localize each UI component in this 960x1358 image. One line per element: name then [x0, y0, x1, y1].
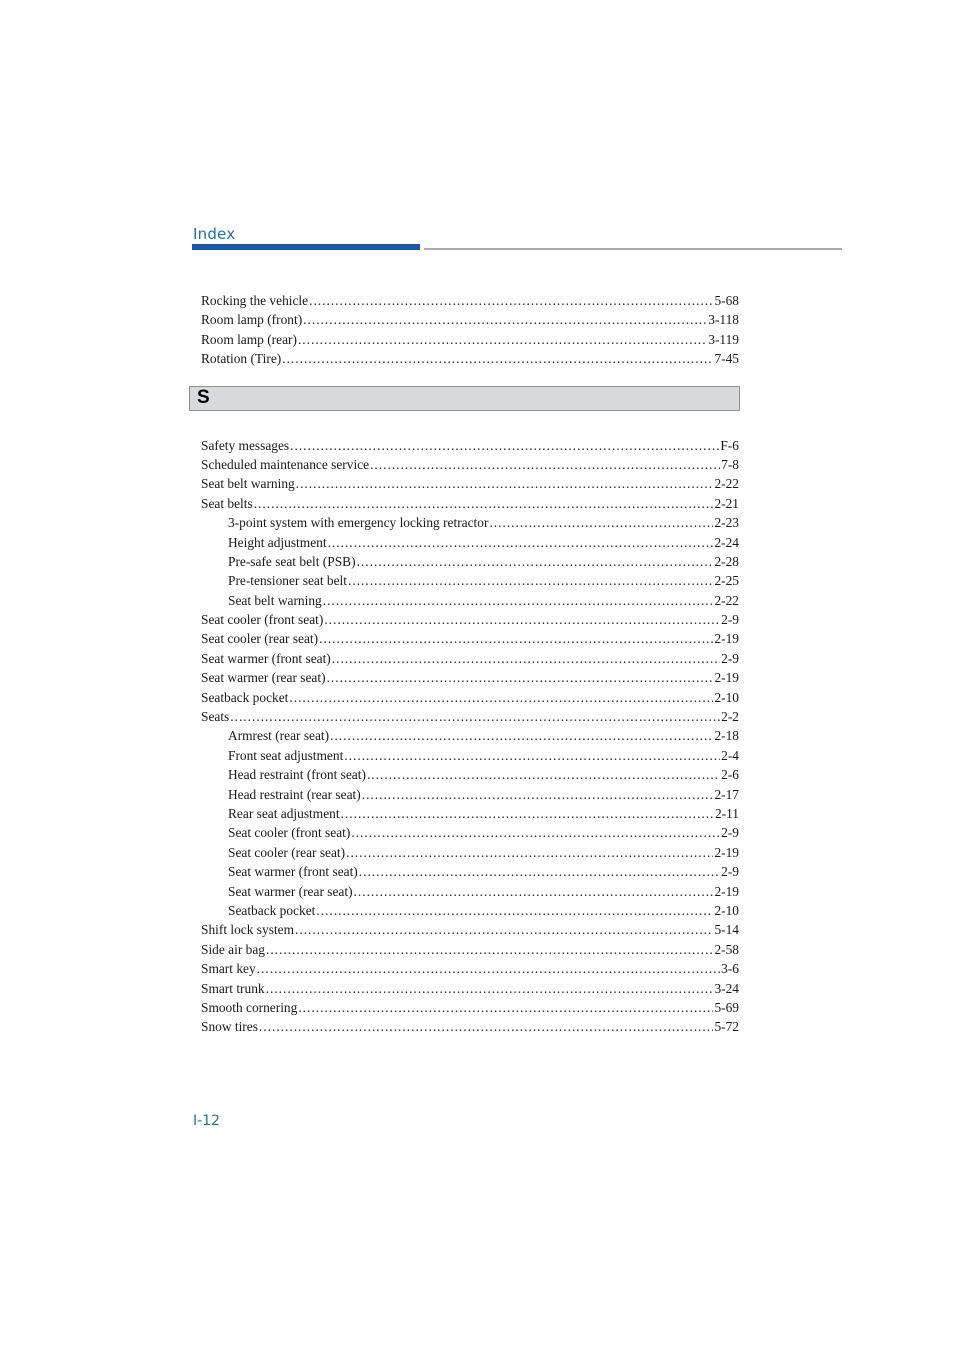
- entry-page: 2-17: [714, 786, 739, 802]
- index-entry: [201, 688, 739, 707]
- section-letter: S: [197, 386, 210, 408]
- index-subentry: [201, 823, 739, 842]
- entry-page: 2-24: [714, 534, 739, 550]
- entry-page: 5-68: [714, 293, 739, 308]
- entry-page: 2-21: [714, 495, 739, 511]
- entry-page: 2-10: [714, 902, 739, 918]
- index-subentry: [201, 862, 739, 881]
- dot-leader: [489, 513, 713, 532]
- index-subentry: [201, 901, 739, 920]
- page-number: I-12: [193, 1113, 220, 1129]
- dot-leader: [370, 455, 720, 474]
- entry-page: 2-25: [714, 573, 739, 589]
- entry-page: 5-69: [714, 999, 739, 1015]
- entry-term: Seat cooler (rear seat): [201, 631, 319, 647]
- dot-leader: [328, 533, 714, 552]
- entry-page: 3-119: [708, 331, 739, 347]
- entry-page: F-6: [720, 437, 739, 453]
- entry-page: 2-4: [721, 747, 739, 763]
- dot-leader: [296, 474, 714, 493]
- entry-page: 3-24: [714, 980, 739, 996]
- entry-page: 2-22: [714, 592, 739, 608]
- entry-page: 3-118: [708, 312, 739, 328]
- entry-page: 2-18: [714, 728, 739, 744]
- entry-term: Seat cooler (front seat): [228, 825, 351, 841]
- entry-term: Smooth cornering: [201, 999, 298, 1015]
- dot-leader: [282, 349, 713, 368]
- dot-leader: [319, 629, 713, 648]
- dot-leader: [316, 901, 713, 920]
- index-entry: [201, 940, 739, 959]
- index-entry: [201, 436, 739, 455]
- entry-term: Room lamp (rear): [201, 331, 297, 347]
- header-rule-accent: [192, 244, 420, 250]
- entry-term: Seat warmer (front seat): [228, 864, 358, 880]
- entry-term: Room lamp (front): [201, 312, 303, 328]
- entry-term: Seat belt warning: [228, 592, 322, 608]
- dot-leader: [254, 494, 714, 513]
- dot-leader: [257, 959, 720, 978]
- entry-term: Pre-safe seat belt (PSB): [228, 553, 356, 569]
- entry-page: 2-10: [714, 689, 739, 705]
- dot-leader: [324, 610, 720, 629]
- entry-term: Side air bag: [201, 941, 265, 957]
- entry-page: 2-9: [721, 825, 739, 841]
- dot-leader: [266, 940, 713, 959]
- dot-leader: [290, 436, 719, 455]
- entry-page: 2-19: [714, 844, 739, 860]
- dot-leader: [295, 920, 713, 939]
- dot-leader: [303, 310, 707, 329]
- dot-leader: [354, 882, 714, 901]
- entry-term: Pre-tensioner seat belt: [228, 573, 347, 589]
- section-title: Index: [193, 225, 236, 243]
- section-letter-bar: [189, 386, 740, 411]
- entry-page: 5-72: [714, 1019, 739, 1035]
- entry-term: Smart trunk: [201, 980, 265, 996]
- dot-leader: [357, 552, 714, 571]
- entry-term: Smart key: [201, 961, 256, 977]
- dot-leader: [323, 591, 714, 610]
- index-subentry: [201, 785, 739, 804]
- index-entries-r: [201, 291, 739, 369]
- index-entry: [201, 349, 739, 368]
- index-entries-s: [201, 436, 739, 1037]
- entry-page: 2-9: [721, 612, 739, 628]
- dot-leader: [348, 571, 713, 590]
- entry-term: Head restraint (front seat): [228, 767, 366, 783]
- entry-term: Front seat adjustment: [228, 747, 344, 763]
- index-entry: [201, 310, 739, 329]
- entry-term: Scheduled maintenance service: [201, 456, 370, 472]
- entry-term: Height adjustment: [228, 534, 327, 550]
- dot-leader: [344, 746, 720, 765]
- index-list: [197, 291, 739, 1037]
- index-subentry: [201, 591, 739, 610]
- entry-page: 2-19: [714, 670, 739, 686]
- index-subentry: [201, 533, 739, 552]
- index-entry: [201, 998, 739, 1017]
- index-subentry: [201, 746, 739, 765]
- dot-leader: [346, 843, 713, 862]
- dot-leader: [309, 291, 713, 310]
- index-subentry: [201, 726, 739, 745]
- entry-term: Rotation (Tire): [201, 351, 282, 367]
- entry-term: Seat cooler (front seat): [201, 612, 324, 628]
- index-entry: [201, 668, 739, 687]
- index-entry: [201, 959, 739, 978]
- index-subentry: [201, 571, 739, 590]
- dot-leader: [230, 707, 720, 726]
- entry-page: 5-14: [714, 922, 739, 938]
- dot-leader: [341, 804, 714, 823]
- entry-term: Shift lock system: [201, 922, 294, 938]
- index-entry: [201, 610, 739, 629]
- entry-term: Seat belts: [201, 495, 253, 511]
- entry-page: 2-6: [721, 767, 739, 783]
- dot-leader: [298, 330, 707, 349]
- entry-page: 2-28: [714, 553, 739, 569]
- index-subentry: [201, 765, 739, 784]
- entry-term: Seat belt warning: [201, 476, 295, 492]
- entry-page: 2-19: [714, 631, 739, 647]
- entry-term: Seat warmer (front seat): [201, 650, 331, 666]
- index-entry: [201, 707, 739, 726]
- index-entry: [201, 474, 739, 493]
- entry-page: 3-6: [721, 961, 739, 977]
- index-entry: [201, 649, 739, 668]
- entry-term: Seatback pocket: [228, 902, 316, 918]
- dot-leader: [367, 765, 720, 784]
- index-entry: [201, 494, 739, 513]
- index-subentry: [201, 804, 739, 823]
- entry-term: Seatback pocket: [201, 689, 289, 705]
- entry-term: Seat cooler (rear seat): [228, 844, 346, 860]
- dot-leader: [359, 862, 720, 881]
- entry-page: 7-45: [714, 351, 739, 367]
- index-entry: [201, 629, 739, 648]
- index-subentry: [201, 552, 739, 571]
- entry-page: 2-9: [721, 650, 739, 666]
- entry-page: 2-19: [714, 883, 739, 899]
- entry-term: Seat warmer (rear seat): [228, 883, 353, 899]
- dot-leader: [289, 688, 713, 707]
- entry-term: Snow tires: [201, 1019, 258, 1035]
- index-entry: [201, 979, 739, 998]
- entry-page: 2-11: [714, 805, 739, 821]
- index-subentry: [201, 882, 739, 901]
- entry-term: Head restraint (rear seat): [228, 786, 361, 802]
- entry-term: 3-point system with emergency locking retractor: [228, 515, 489, 531]
- index-subentry: [201, 843, 739, 862]
- dot-leader: [332, 649, 720, 668]
- entry-term: Armrest (rear seat): [228, 728, 330, 744]
- entry-term: Rear seat adjustment: [228, 805, 340, 821]
- index-subentry: [201, 513, 739, 532]
- entry-page: 2-23: [714, 515, 739, 531]
- index-entry: [201, 291, 739, 310]
- entry-page: 2-22: [714, 476, 739, 492]
- dot-leader: [327, 668, 714, 687]
- index-entry: [201, 455, 739, 474]
- entry-page: 2-2: [721, 709, 739, 725]
- entry-term: Safety messages: [201, 437, 290, 453]
- entry-page: 7-8: [721, 456, 739, 472]
- index-entry: [201, 330, 739, 349]
- dot-leader: [266, 979, 714, 998]
- index-entry: [201, 920, 739, 939]
- dot-leader: [330, 726, 713, 745]
- dot-leader: [298, 998, 713, 1017]
- entry-term: Seats: [201, 709, 230, 725]
- entry-term: Seat warmer (rear seat): [201, 670, 326, 686]
- header-rule: [424, 248, 842, 250]
- entry-page: 2-58: [714, 941, 739, 957]
- dot-leader: [362, 785, 714, 804]
- entry-page: 2-9: [721, 864, 739, 880]
- index-entry: [201, 1017, 739, 1036]
- entry-term: Rocking the vehicle: [201, 293, 309, 308]
- dot-leader: [259, 1017, 714, 1036]
- dot-leader: [351, 823, 720, 842]
